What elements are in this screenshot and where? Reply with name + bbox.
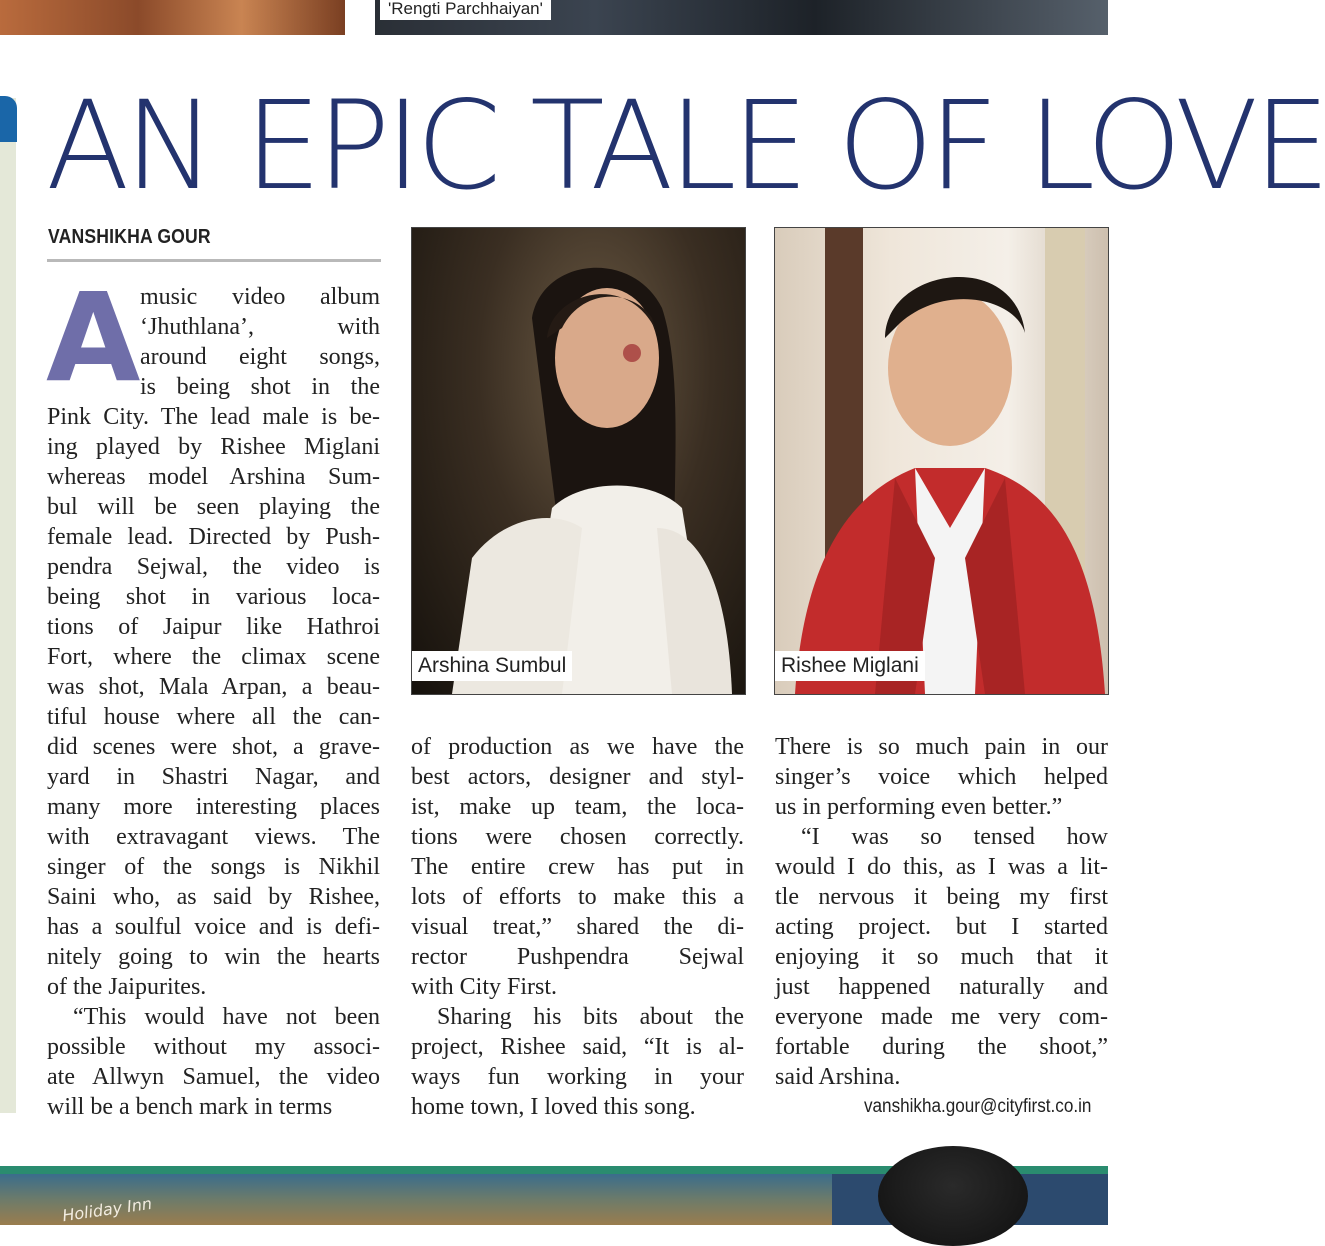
article-line: us in performing even better.”	[775, 794, 1063, 820]
article-column-2	[411, 732, 744, 1122]
article-line: nitely going to win the hearts	[47, 944, 380, 970]
top-photo-caption: 'Rengti Parchhaiyan'	[380, 0, 551, 20]
article-line: tle nervous it being my first	[775, 884, 1108, 910]
article-line: best actors, designer and styl-	[411, 764, 744, 790]
photo-caption-arshina: Arshina Sumbul	[412, 651, 572, 681]
article-line: would I do this, as I was a lit-	[775, 854, 1108, 880]
arshina-illustration	[412, 228, 745, 694]
article-line: rector Pushpendra Sejwal	[411, 944, 744, 970]
article-line: pendra Sejwal, the video is	[47, 554, 380, 580]
article-line: fortable during the shoot,”	[775, 1034, 1108, 1060]
article-line: with extravagant views. The	[47, 824, 380, 850]
article-line: ist, make up team, the loca-	[411, 794, 744, 820]
article-line: Saini who, as said by Rishee,	[47, 884, 380, 910]
article-line: ways fun working in your	[411, 1064, 744, 1090]
top-photo-left	[0, 0, 345, 35]
article-line: enjoying it so much that it	[775, 944, 1108, 970]
article-line: Sharing his bits about the	[437, 1004, 744, 1030]
drop-cap: A	[46, 267, 141, 409]
article-line: did scenes were shot, a grave-	[47, 734, 380, 760]
article-line: lots of efforts to make this a	[411, 884, 744, 910]
article-line: possible without my associ-	[47, 1034, 380, 1060]
article-line: singer of the songs is Nikhil	[47, 854, 380, 880]
article-line: was shot, Mala Arpan, a beau-	[47, 674, 380, 700]
article-line: around eight songs,	[140, 344, 380, 370]
byline: VANSHIKHA GOUR	[48, 226, 211, 248]
article-line: bul will be seen playing the	[47, 494, 380, 520]
headline: AN EPIC TALE OF LOVE	[46, 75, 1325, 217]
article-line: “I was so tensed how	[801, 824, 1108, 850]
article-column-3	[775, 732, 1108, 1092]
article-line: with City First.	[411, 974, 558, 1000]
article-line: will be a bench mark in terms	[47, 1094, 333, 1120]
article-line: many more interesting places	[47, 794, 380, 820]
article-line: has a soulful voice and is defi-	[47, 914, 380, 940]
left-margin-tab	[0, 96, 17, 142]
photo-arshina-sumbul	[411, 227, 746, 695]
hotel-sign: Holiday Inn	[61, 1193, 154, 1226]
article-line: is being shot in the	[140, 374, 380, 400]
article-line: everyone made me very com-	[775, 1004, 1108, 1030]
photo-caption-rishee: Rishee Miglani	[775, 651, 925, 681]
left-margin-rail	[0, 98, 16, 1113]
article-line: project, Rishee said, “It is al-	[411, 1034, 744, 1060]
article-line: visual treat,” shared the di-	[411, 914, 744, 940]
rishee-illustration	[775, 228, 1108, 694]
article-column-1-intro	[140, 282, 380, 402]
article-line: ing played by Rishee Miglani	[47, 434, 380, 460]
article-line: home town, I loved this song.	[411, 1094, 696, 1120]
author-email: vanshikha.gour@cityfirst.co.in	[864, 1096, 1092, 1117]
article-line: The entire crew has put in	[411, 854, 744, 880]
article-line: Pink City. The lead male is be-	[47, 404, 380, 430]
byline-rule	[47, 259, 381, 262]
article-line: said Arshina.	[775, 1064, 901, 1090]
article-line: tiful house where all the can-	[47, 704, 380, 730]
article-line: music video album	[140, 284, 380, 310]
article-line: ate Allwyn Samuel, the video	[47, 1064, 380, 1090]
bottom-portrait-head	[878, 1146, 1028, 1246]
article-line: of production as we have the	[411, 734, 744, 760]
article-line: of the Jaipurites.	[47, 974, 207, 1000]
article-line: yard in Shastri Nagar, and	[47, 764, 380, 790]
article-line: Fort, where the climax scene	[47, 644, 380, 670]
article-line: acting project. but I started	[775, 914, 1108, 940]
article-line: whereas model Arshina Sum-	[47, 464, 380, 490]
article-line: singer’s voice which helped	[775, 764, 1108, 790]
article-line: There is so much pain in our	[775, 734, 1108, 760]
article-line: just happened naturally and	[775, 974, 1108, 1000]
article-line: “This would have not been	[73, 1004, 380, 1030]
article-column-1	[47, 402, 380, 1122]
article-line: ‘Jhuthlana’, with	[140, 314, 380, 340]
article-line: tions were chosen correctly.	[411, 824, 744, 850]
article-line: being shot in various loca-	[47, 584, 380, 610]
photo-rishee-miglani	[774, 227, 1109, 695]
article-line: female lead. Directed by Push-	[47, 524, 380, 550]
article-line: tions of Jaipur like Hathroi	[47, 614, 380, 640]
